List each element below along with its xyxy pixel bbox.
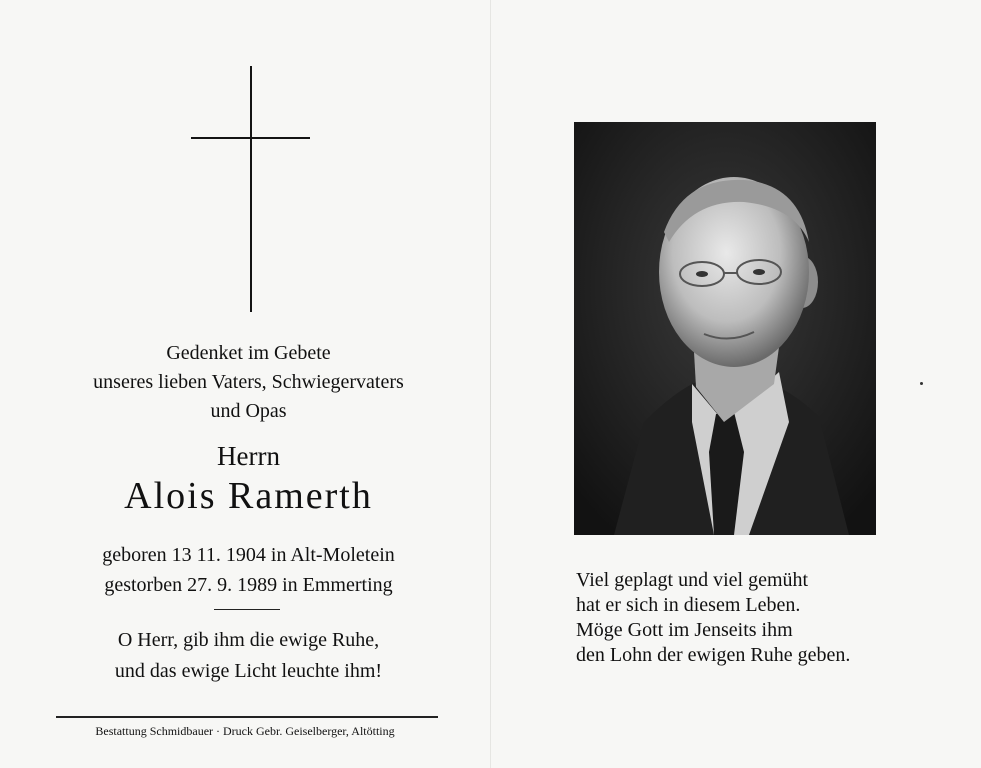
cross-icon (0, 0, 490, 320)
verse-line: hat er sich in diesem Leben. (576, 594, 801, 616)
intro-line: und Opas (210, 400, 287, 422)
portrait-photo (574, 122, 876, 535)
left-panel (0, 0, 490, 768)
intro-line: unseres lieben Vaters, Schwiegervaters (93, 371, 404, 393)
printer-credit: Bestattung Schmidbauer · Druck Gebr. Geiselberger, Altötting (95, 724, 395, 738)
prayer-line: und das ewige Licht leuchte ihm! (114, 660, 383, 682)
deceased-name: Alois Ramerth (124, 475, 373, 517)
verse-line: Möge Gott im Jenseits ihm (576, 619, 793, 641)
verse-line: Viel geplagt und viel gemüht (576, 569, 809, 591)
prayer-line: O Herr, gib ihm die ewige Ruhe, (117, 629, 380, 651)
life-dates (0, 540, 497, 600)
verse-line: den Lohn der ewigen Ruhe geben. (576, 644, 851, 666)
footer-divider (56, 716, 438, 718)
intro-text (0, 339, 497, 426)
death-line: gestorben 27. 9. 1989 in Emmerting (104, 574, 393, 596)
verse-text (576, 568, 850, 668)
portrait-illustration (574, 122, 876, 535)
honorific: Herrn (217, 441, 280, 471)
speck (920, 382, 923, 385)
prayer-text (0, 625, 497, 687)
divider (214, 609, 280, 610)
birth-line: geboren 13 11. 1904 in Alt-Moletein (102, 544, 395, 566)
right-panel (491, 0, 981, 768)
intro-line: Gedenket im Gebete (166, 342, 331, 364)
